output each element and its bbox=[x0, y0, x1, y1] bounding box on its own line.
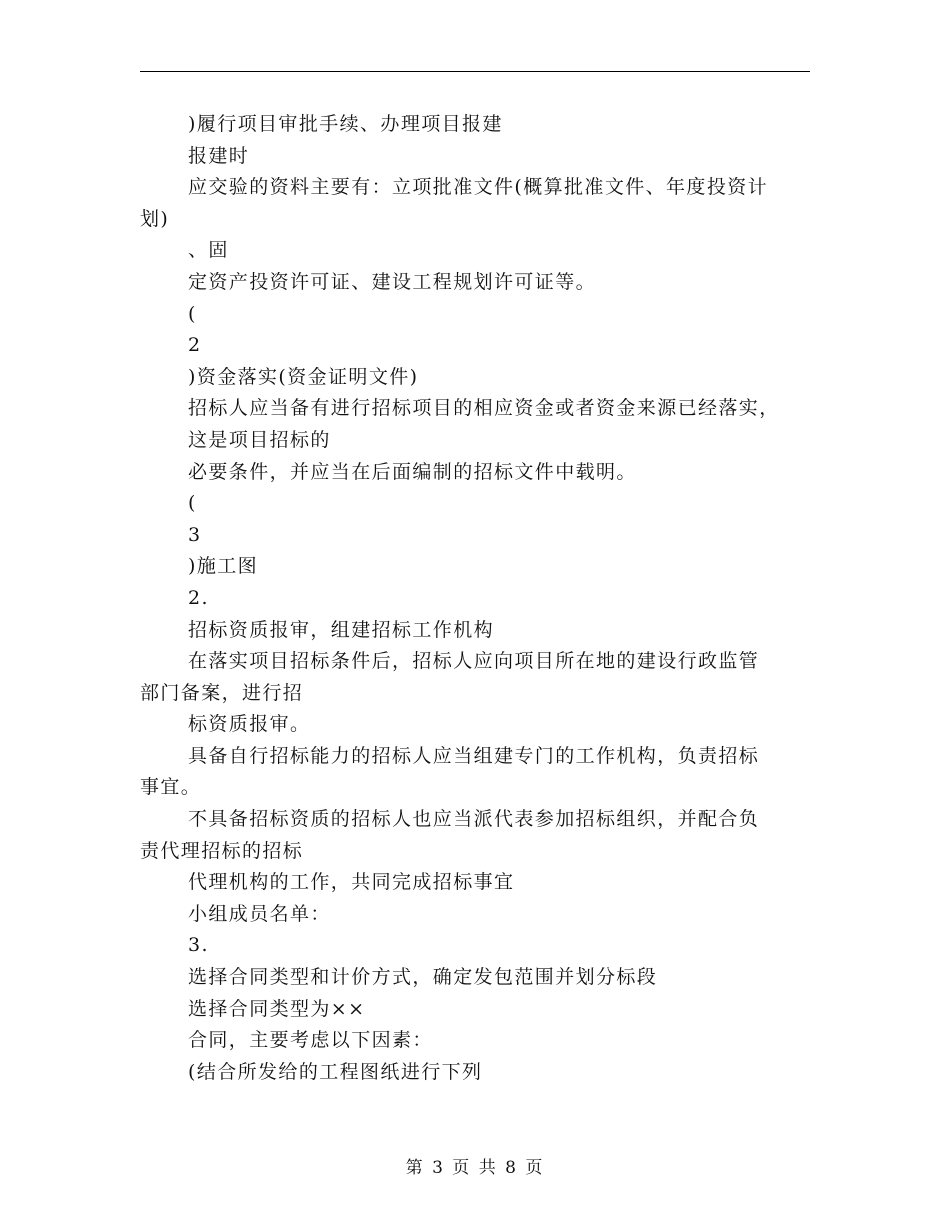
text-line: 必要条件，并应当在后面编制的招标文件中载明。 bbox=[188, 460, 637, 483]
text-line: ( bbox=[188, 492, 197, 515]
text-line: 招标人应当备有进行招标项目的相应资金或者资金来源已经落实， bbox=[188, 397, 780, 420]
document-body bbox=[140, 109, 812, 1088]
text-line: 代理机构的工作，共同完成招标事宜 bbox=[188, 871, 515, 894]
text-line: 划) bbox=[140, 207, 170, 230]
text-line: 具备自行招标能力的招标人应当组建专门的工作机构，负责招标 bbox=[188, 744, 760, 767]
text-line: 招标资质报审，组建招标工作机构 bbox=[188, 618, 495, 641]
header-rule bbox=[140, 71, 810, 72]
text-line: 3 bbox=[188, 523, 202, 546]
text-line: 责代理招标的招标 bbox=[140, 839, 304, 862]
text-line: 这是项目招标的 bbox=[188, 428, 331, 451]
text-line: 合同，主要考虑以下因素： bbox=[188, 1029, 433, 1052]
text-line: 2. bbox=[188, 586, 209, 609]
text-line: )施工图 bbox=[188, 555, 259, 578]
text-line: 应交验的资料主要有：立项批准文件(概算批准文件、年度投资计 bbox=[188, 176, 769, 199]
text-line: 标资质报审。 bbox=[188, 713, 311, 736]
text-line: 、固 bbox=[188, 239, 229, 262]
text-line: 事宜。 bbox=[140, 776, 202, 799]
text-line: )资金落实(资金证明文件) bbox=[188, 365, 419, 388]
text-line: )履行项目审批手续、办理项目报建 bbox=[188, 113, 503, 135]
text-line: (结合所发给的工程图纸进行下列 bbox=[188, 1060, 483, 1083]
text-line: 选择合同类型为×× bbox=[188, 997, 366, 1020]
text-line: 报建时 bbox=[188, 144, 250, 167]
text-line: 2 bbox=[188, 334, 202, 357]
page-footer: 第 3 页 共 8 页 bbox=[405, 1158, 545, 1178]
text-line: 不具备招标资质的招标人也应当派代表参加招标组织，并配合负 bbox=[188, 808, 760, 831]
text-line: 3. bbox=[188, 934, 209, 957]
text-line: 部门备案，进行招 bbox=[140, 681, 304, 704]
text-line: 小组成员名单： bbox=[188, 902, 331, 925]
text-line: 选择合同类型和计价方式，确定发包范围并划分标段 bbox=[188, 966, 658, 989]
text-line: 定资产投资许可证、建设工程规划许可证等。 bbox=[188, 270, 597, 293]
text-line: ( bbox=[188, 302, 197, 325]
text-line: 在落实项目招标条件后，招标人应向项目所在地的建设行政监管 bbox=[188, 650, 760, 673]
